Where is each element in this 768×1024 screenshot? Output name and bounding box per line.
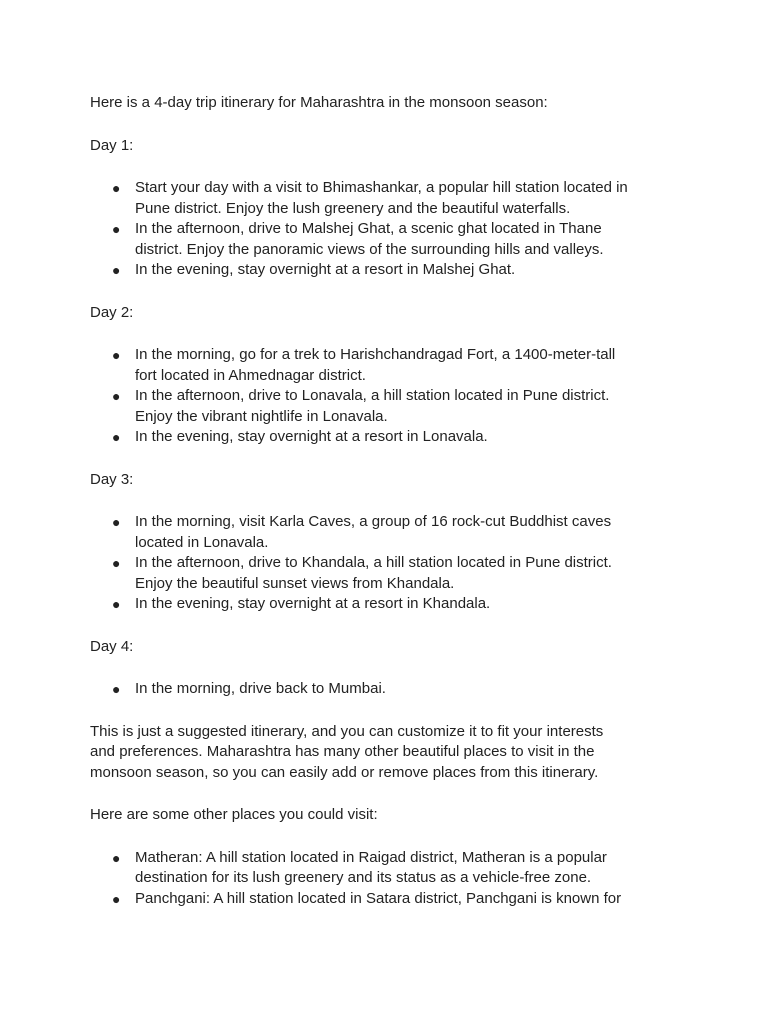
bullet-icon: ●	[112, 429, 121, 445]
list-item: ● In the evening, stay overnight at a resort in Lonavala.	[90, 427, 650, 448]
closing-paragraph: This is just a suggested itinerary, and you can customize it to fit your interests and preferences. Maharashtra has many other beautiful places to visit in the monsoon season, so you can easily add or remove places from this itinerary.	[90, 722, 604, 781]
day-4-heading: Day 4:	[90, 637, 134, 655]
list-item: ● In the evening, stay overnight at a resort in Khandala.	[90, 594, 650, 615]
bullet-icon: ●	[112, 890, 121, 907]
list-item: ● In the afternoon, drive to Malshej Ghat, a scenic ghat located in Thane district. Enjoy the panoramic views of the surrounding hills and valleys.	[112, 220, 604, 258]
bullet-icon: ●	[112, 262, 121, 278]
bullet-icon: ●	[112, 681, 121, 697]
list-item: ● In the morning, drive back to Mumbai.	[90, 679, 650, 700]
bullet-icon: ●	[112, 849, 121, 866]
day-3-heading: Day 3:	[90, 470, 134, 488]
document-body	[90, 93, 650, 909]
day-3-list	[90, 512, 650, 615]
bullet-icon: ●	[112, 555, 121, 571]
list-item: ● In the morning, go for a trek to Harishchandragad Fort, a 1400-meter-tall fort located in Ahmednagar district.	[112, 346, 616, 384]
list-item: ● In the afternoon, drive to Khandala, a hill station located in Pune district. Enjoy the beautiful sunset views from Khandala.	[112, 554, 612, 592]
intro-paragraph: Here is a 4-day trip itinerary for Maharashtra in the monsoon season:	[90, 94, 548, 111]
list-item: ● Start your day with a visit to Bhimashankar, a popular hill station located in Pune district. Enjoy the lush greenery and the beautiful waterfalls.	[112, 179, 628, 217]
bullet-icon: ●	[112, 596, 121, 612]
bullet-icon: ●	[112, 388, 121, 404]
day-2-heading: Day 2:	[90, 303, 134, 321]
list-item: ● Matheran: A hill station located in Raigad district, Matheran is a popular destination for its lush greenery and its status as a vehicle-free zone.	[112, 848, 607, 886]
list-item: ● In the afternoon, drive to Lonavala, a hill station located in Pune district. Enjoy the vibrant nightlife in Lonavala.	[112, 387, 610, 425]
day-1-list	[90, 178, 650, 281]
day-1-heading: Day 1:	[90, 136, 134, 154]
bullet-icon: ●	[112, 347, 121, 363]
other-places-list	[90, 848, 650, 910]
day-2-list	[90, 345, 650, 448]
list-item: ● Panchgani: A hill station located in Satara district, Panchgani is known for	[90, 889, 650, 910]
list-item: ● In the evening, stay overnight at a resort in Malshej Ghat.	[90, 260, 650, 281]
list-item: ● In the morning, visit Karla Caves, a group of 16 rock-cut Buddhist caves located in Lonavala.	[112, 513, 612, 551]
day-4-list	[90, 679, 650, 700]
bullet-icon: ●	[112, 221, 121, 237]
bullet-icon: ●	[112, 180, 121, 196]
other-places-heading: Here are some other places you could visit:	[90, 806, 378, 823]
bullet-icon: ●	[112, 514, 121, 530]
